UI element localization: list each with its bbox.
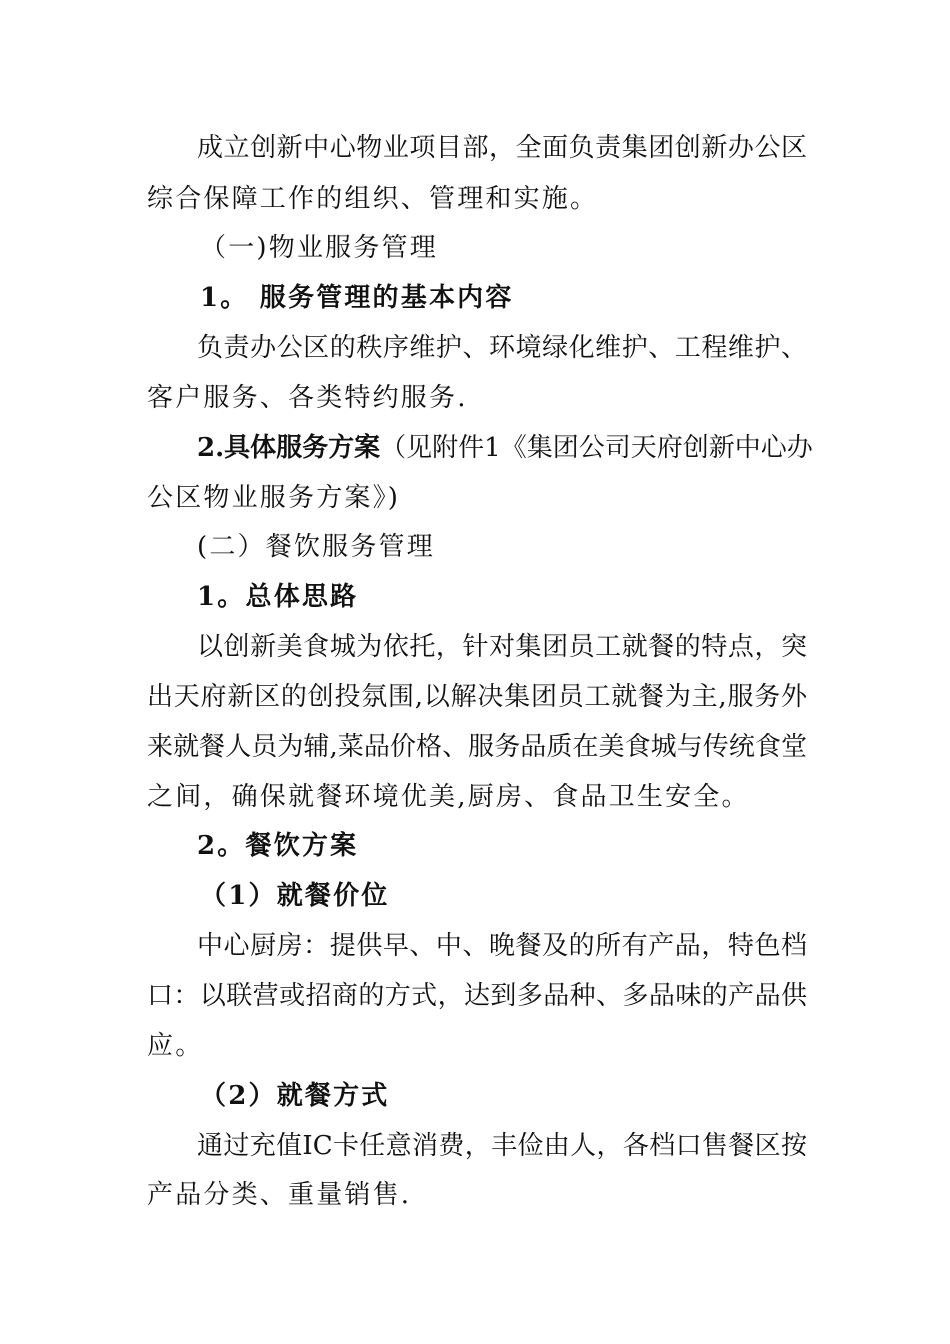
subsection-heading: 1。 服务管理的基本内容 (200, 283, 514, 313)
section-heading: (二）餐饮服务管理 (197, 532, 435, 562)
paragraph-line: 客户服务、各类特约服务. (147, 383, 468, 413)
paragraph-line: 中心厨房：提供早、中、晚餐及的所有产品，特色档 (197, 931, 807, 961)
paragraph-line: 口：以联营或招商的方式，达到多品种、多品味的产品供 (147, 981, 807, 1011)
subsection-heading: 2。餐饮方案 (197, 831, 359, 861)
paragraph-line: 通过充值IC卡任意消费，丰俭由人，各档口售餐区按 (197, 1131, 807, 1161)
paragraph-line: 来就餐人员为辅,菜品价格、服务品质在美食城与传统食堂 (147, 732, 807, 762)
paragraph-line: 产品分类、重量销售. (147, 1180, 412, 1210)
subsection-heading: 1。总体思路 (197, 582, 359, 612)
paragraph-line: 综合保障工作的组织、管理和实施。 (147, 184, 599, 214)
paragraph-line: 出天府新区的创投氛围,以解决集团员工就餐为主,服务外 (147, 682, 807, 712)
paragraph-line: 负责办公区的秩序维护、环境绿化维护、工程维护、 (197, 333, 807, 363)
section-heading: （一)物业服务管理 (200, 233, 438, 263)
paragraph-line: 成立创新中心物业项目部，全面负责集团创新办公区 (197, 133, 807, 163)
paragraph-line: 公区物业服务方案》) (147, 483, 401, 513)
item-heading: （2）就餐方式 (200, 1081, 390, 1111)
subsection-heading: 2.具体服务方案 (197, 433, 381, 463)
paragraph-line: 应。 (147, 1031, 204, 1061)
subsection-heading-line (197, 431, 813, 465)
paragraph-line: 之间，确保就餐环境优美,厨房、食品卫生安全。 (147, 782, 750, 812)
item-heading: （1）就餐价位 (200, 881, 390, 911)
heading-note: （见附件1《集团公司天府创新中心办 (380, 433, 813, 463)
paragraph-line: 以创新美食城为依托，针对集团员工就餐的特点，突 (197, 632, 807, 662)
